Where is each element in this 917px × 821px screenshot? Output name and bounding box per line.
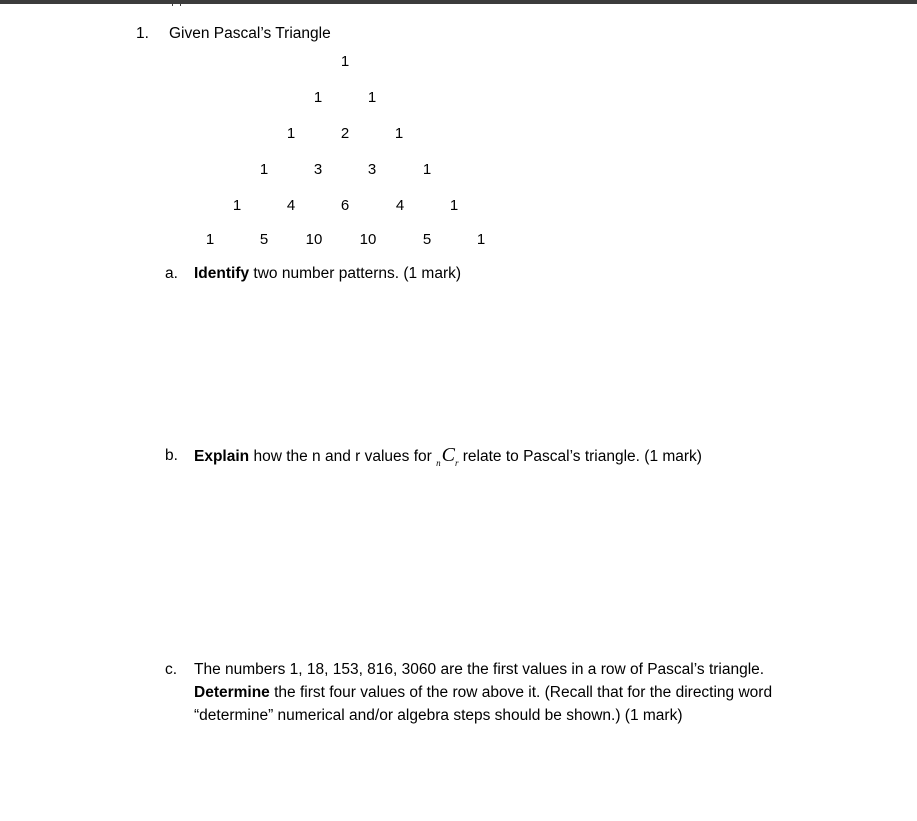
part-b-keyword: Explain [194,448,250,465]
question-title: Given Pascal’s Triangle [169,25,331,42]
question-number: 1. [136,25,149,42]
part-b-body-1: how the n and r values for [249,448,437,465]
part-c-line-1: The numbers 1, 18, 153, 816, 3060 are the first values in a row of Pascal’s triangle. [194,661,765,678]
page-top-tick [172,4,173,6]
triangle-number: 1 [340,53,350,70]
triangle-number: 5 [259,231,269,248]
triangle-number: 5 [422,231,432,248]
triangle-number: 1 [286,125,296,142]
part-b-label: b. [165,447,178,464]
triangle-number: 1 [394,125,404,142]
triangle-number: 2 [340,125,350,142]
part-c-label: c. [165,661,178,678]
triangle-number: 1 [205,231,215,248]
triangle-number: 4 [395,197,405,214]
triangle-number: 1 [313,89,323,106]
triangle-number: 3 [313,161,323,178]
triangle-number: 10 [305,231,323,248]
triangle-number: 6 [340,197,350,214]
part-b-body-2: relate to Pascal’s triangle. (1 mark) [458,448,702,465]
part-a-keyword: Identify [194,265,250,282]
part-a-label: a. [165,265,178,282]
triangle-number: 1 [476,231,486,248]
part-a-text [194,262,461,285]
part-c-line-2 [194,681,772,704]
part-c-line-2-body: the first four values of the row above it. (Recall that for the directing word [269,684,773,701]
combination-n: n [436,458,441,468]
triangle-number: 10 [359,231,377,248]
triangle-number: 1 [232,197,242,214]
combination-r: r [454,458,459,468]
triangle-number: 1 [259,161,269,178]
combination-c: C [441,444,455,466]
part-a-body: two number patterns. (1 mark) [249,265,462,282]
part-c-keyword: Determine [194,684,270,701]
triangle-number: 1 [367,89,377,106]
triangle-number: 4 [286,197,296,214]
part-b-text [194,444,702,470]
page-top-tick [180,4,181,6]
triangle-number: 3 [367,161,377,178]
combination-notation [436,444,458,470]
triangle-number: 1 [422,161,432,178]
triangle-number: 1 [449,197,459,214]
page-top-border [0,0,917,4]
part-c-line-3: “determine” numerical and/or algebra steps should be shown.) (1 mark) [194,707,683,724]
